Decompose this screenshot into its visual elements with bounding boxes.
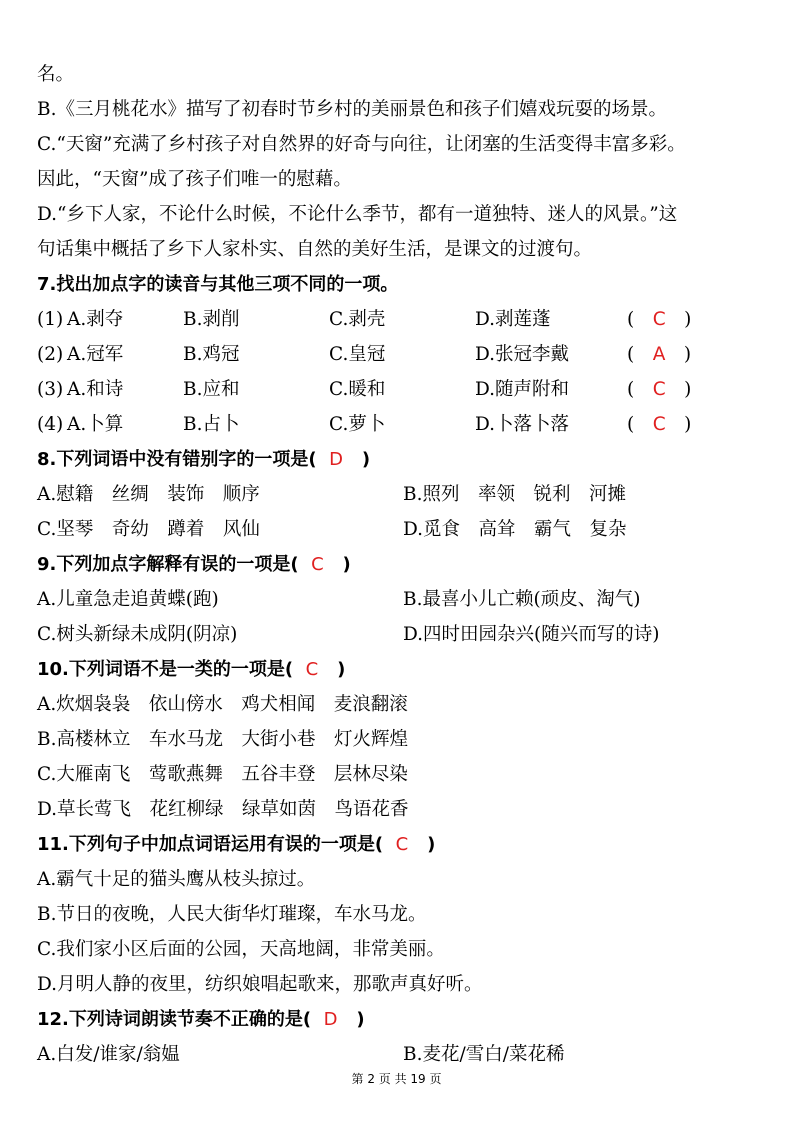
question-12-title bbox=[37, 1003, 756, 1037]
q7-row-3: (3) A.和诗 B.应和 C.暖和 D.随声附和 ( C ) bbox=[37, 373, 756, 407]
q8-option-b: B.照列 率领 锐利 河摊 bbox=[403, 484, 626, 505]
question-11-answer: C bbox=[395, 834, 409, 855]
q7-row-1-answer: C bbox=[652, 309, 666, 330]
q7-row-2: (2) A.冠军 B.鸡冠 C.皇冠 D.张冠李戴 ( A ) bbox=[37, 338, 756, 372]
q7-row-3-option-a: A.和诗 bbox=[67, 379, 124, 400]
q7-row-4-option-a: A.卜算 bbox=[67, 414, 124, 435]
q7-row-2-number: (2) bbox=[37, 344, 64, 365]
q9-option-b: B.最喜小儿亡赖(顽皮、淘气) bbox=[403, 589, 641, 610]
q9-option-d: D.四时田园杂兴(随兴而写的诗) bbox=[403, 624, 660, 645]
q8-row-1 bbox=[37, 478, 756, 512]
q10-option-b: B.高楼林立 车水马龙 大街小巷 灯火辉煌 bbox=[37, 729, 408, 750]
q10-option-d: D.草长莺飞 花红柳绿 绿草如茵 鸟语花香 bbox=[37, 799, 409, 820]
question-12-answer: D bbox=[323, 1009, 338, 1030]
question-7-title: 7.找出加点字的读音与其他三项不同的一项。 bbox=[37, 274, 399, 295]
q11-option-d: D.月明人静的夜里，纺织娘唱起歌来，那歌声真好听。 bbox=[37, 974, 483, 995]
option-d-text: D.“乡下人家，不论什么时候，不论什么季节，都有一道独特、迷人的风景。”这 bbox=[37, 204, 678, 225]
option-c-text-cont: 因此，“天窗”成了孩子们唯一的慰藉。 bbox=[37, 169, 352, 190]
q7-row-1-option-d: D.剥莲蓬 bbox=[475, 309, 551, 330]
question-11-close: ) bbox=[427, 834, 436, 855]
question-9-answer: C bbox=[311, 554, 324, 575]
question-10-answer: C bbox=[305, 659, 319, 680]
q11-option-b: B.节日的夜晚，人民大街华灯璀璨，车水马龙。 bbox=[37, 904, 427, 925]
q7-row-4-option-b: B.占卜 bbox=[183, 414, 240, 435]
question-11-text: 11.下列句子中加点词语运用有误的一项是( bbox=[37, 834, 384, 855]
q12-option-b: B.麦花/雪白/菜花稀 bbox=[403, 1044, 565, 1065]
q7-row-2-option-a: A.冠军 bbox=[67, 344, 124, 365]
q7-row-4-option-d: D.卜落卜落 bbox=[475, 414, 570, 435]
q7-row-4-number: (4) bbox=[37, 414, 64, 435]
q7-row-1-number: (1) bbox=[37, 309, 64, 330]
paragraph-line: 名。 bbox=[37, 64, 75, 85]
q7-row-3-answer: C bbox=[652, 379, 666, 400]
question-8-text: 8.下列词语中没有错别字的一项是( bbox=[37, 449, 317, 470]
q8-option-c: C.坚琴 奇幼 蹲着 风仙 bbox=[37, 519, 260, 540]
q7-row-3-option-d: D.随声附和 bbox=[475, 379, 570, 400]
question-8-answer: D bbox=[329, 449, 344, 470]
question-8-title bbox=[37, 443, 756, 477]
q7-row-4-option-c: C.萝卜 bbox=[329, 414, 386, 435]
question-12-close: ) bbox=[356, 1009, 365, 1030]
q8-option-d: D.觅食 高耸 霸气 复杂 bbox=[403, 519, 627, 540]
q7-row-4-answer: C bbox=[652, 414, 666, 435]
q7-row-4: (4) A.卜算 B.占卜 C.萝卜 D.卜落卜落 ( C ) bbox=[37, 408, 756, 442]
question-8-close: ) bbox=[361, 449, 371, 470]
q9-option-c: C.树头新绿未成阴(阴凉) bbox=[37, 624, 238, 645]
question-11-title bbox=[37, 828, 756, 862]
question-10-title bbox=[37, 653, 756, 687]
option-d-text-cont: 句话集中概括了乡下人家朴实、自然的美好生活，是课文的过渡句。 bbox=[37, 239, 593, 260]
q9-row-2 bbox=[37, 618, 756, 652]
q12-option-a: A.白发/谁家/翁媪 bbox=[37, 1044, 180, 1065]
q11-option-a: A.霸气十足的猫头鹰从枝头掠过。 bbox=[37, 869, 316, 890]
q9-row-1 bbox=[37, 583, 756, 617]
q10-option-c: C.大雁南飞 莺歌燕舞 五谷丰登 层林尽染 bbox=[37, 764, 408, 785]
q7-row-1: (1) A.剥夺 B.剥削 C.剥壳 D.剥莲蓬 ( C ) bbox=[37, 303, 756, 337]
question-9-text: 9.下列加点字解释有误的一项是( bbox=[37, 554, 299, 575]
q7-row-2-answer: A bbox=[652, 344, 666, 365]
question-10-close: ) bbox=[337, 659, 346, 680]
q7-row-3-option-c: C.暖和 bbox=[329, 379, 386, 400]
q8-option-a: A.慰籍 丝绸 装饰 顺序 bbox=[37, 484, 260, 505]
q8-row-2 bbox=[37, 513, 756, 547]
page-footer: 第 2 页 共 19 页 bbox=[351, 1072, 442, 1086]
q7-row-2-option-c: C.皇冠 bbox=[329, 344, 386, 365]
question-9-title bbox=[37, 548, 756, 582]
q7-row-3-number: (3) bbox=[37, 379, 64, 400]
q12-row-1 bbox=[37, 1038, 756, 1072]
q11-option-c: C.我们家小区后面的公园，天高地阔，非常美丽。 bbox=[37, 939, 445, 960]
question-10-text: 10.下列词语不是一类的一项是( bbox=[37, 659, 294, 680]
q7-row-2-option-d: D.张冠李戴 bbox=[475, 344, 570, 365]
q7-row-1-option-c: C.剥壳 bbox=[329, 309, 386, 330]
option-c-text: C.“天窗”充满了乡村孩子对自然界的好奇与向往，让闭塞的生活变得丰富多彩。 bbox=[37, 134, 686, 155]
q9-option-a: A.儿童急走追黄蝶(跑) bbox=[37, 589, 219, 610]
option-b-text: B.《三月桃花水》描写了初春时节乡村的美丽景色和孩子们嬉戏玩耍的场景。 bbox=[37, 99, 667, 120]
q7-row-2-option-b: B.鸡冠 bbox=[183, 344, 240, 365]
q7-row-1-option-b: B.剥削 bbox=[183, 309, 240, 330]
q7-row-1-option-a: A.剥夺 bbox=[67, 309, 124, 330]
q7-row-3-option-b: B.应和 bbox=[183, 379, 240, 400]
question-9-close: ) bbox=[342, 554, 351, 575]
q10-option-a: A.炊烟袅袅 依山傍水 鸡犬相闻 麦浪翻滚 bbox=[37, 694, 408, 715]
question-12-text: 12.下列诗词朗读节奏不正确的是( bbox=[37, 1009, 312, 1030]
